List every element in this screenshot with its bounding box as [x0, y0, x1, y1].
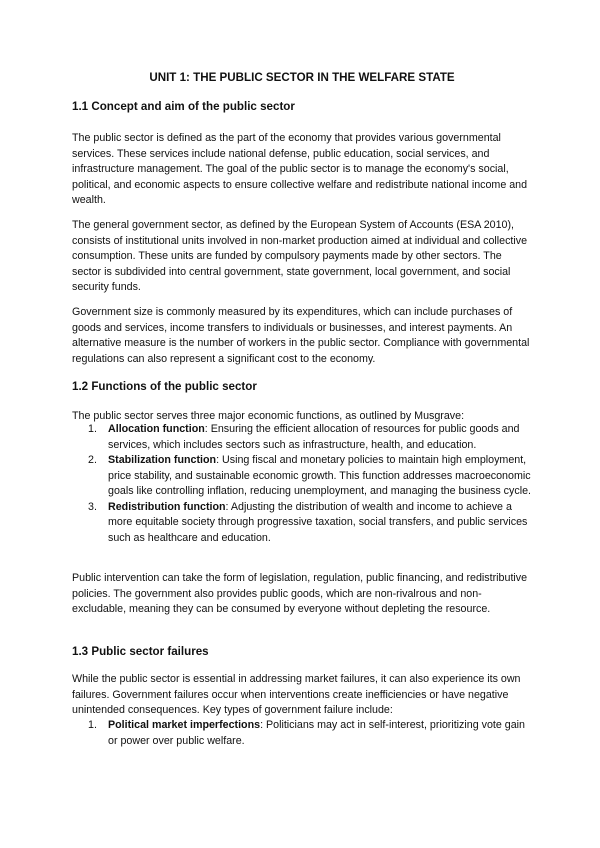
list-number: 1.: [88, 423, 97, 435]
numbered-list: [72, 718, 532, 749]
list-term: Stabilization function: [108, 454, 217, 466]
list-term: Political market imperfections: [108, 719, 261, 731]
paragraph: The public sector is defined as the part of the economy that provides various governmental services. These services include national defense, public education, social services, and infrastructure management. The goal of the public sector is to manage the economy's social, political, and economic aspects to ensure collective welfare and redistribute national income and wealth.: [72, 132, 528, 206]
list-text: : Adjusting the distribution of wealth and income to achieve a more equitable society through progressive taxation, social transfers, and public services such as healthcare and education.: [108, 500, 528, 544]
paragraph: Public intervention can take the form of legislation, regulation, public financing, and redistributive policies. The government also provides public goods, which are non-rivalrous and non-excludable, meaning they can be consumed by everyone without depleting the resource.: [72, 572, 528, 615]
list-text: : Ensuring the efficient allocation of resources for public goods and services, which includes sectors such as infrastructure, health, and education.: [108, 423, 520, 451]
list-item: [72, 500, 532, 547]
paragraph: Government size is commonly measured by its expenditures, which can include purchases of goods and services, income transfers to individuals or businesses, and interest payments. An alternative measure is the number of workers in the public sector. Compliance with governmental regulations can also represent a significant cost to the economy.: [72, 306, 530, 365]
section-heading: 1.1 Concept and aim of the public sector: [72, 100, 295, 113]
section-heading: 1.2 Functions of the public sector: [72, 380, 257, 393]
list-number: 3.: [88, 500, 97, 513]
list-item: [72, 453, 532, 500]
list-text: : Using fiscal and monetary policies to maintain high employment, price stability, and sustainable economic growth. This function addresses macroeconomic goals like controlling inflation, reducing unemployment, and managing the business cycle.: [108, 454, 531, 497]
list-text: : Politicians may act in self-interest, prioritizing vote gain or power over public welfare.: [108, 719, 525, 747]
list-item: [72, 718, 532, 749]
paragraph: The public sector serves three major economic functions, as outlined by Musgrave:: [72, 410, 465, 422]
page-title: UNIT 1: THE PUBLIC SECTOR IN THE WELFARE STATE: [149, 71, 455, 84]
section-heading: 1.3 Public sector failures: [72, 645, 209, 658]
paragraph: The general government sector, as defined by the European System of Accounts (ESA 2010), consists of institutional units involved in non-market production aimed at individual and collective consumption. These units are funded by compulsory payments made by other sectors. The sector is subdivided into central government, state government, local government, and social security funds.: [72, 219, 528, 293]
list-number: 1.: [88, 719, 97, 731]
numbered-list: [72, 422, 532, 546]
list-term: Allocation function: [108, 423, 205, 435]
list-number: 2.: [88, 454, 97, 466]
list-term: Redistribution function: [108, 500, 226, 513]
paragraph: While the public sector is essential in addressing market failures, it can also experience its own failures. Government failures occur when interventions create inefficiencies or have negative unintended consequences. Key types of government failure include:: [72, 673, 521, 716]
list-item: [72, 422, 532, 453]
